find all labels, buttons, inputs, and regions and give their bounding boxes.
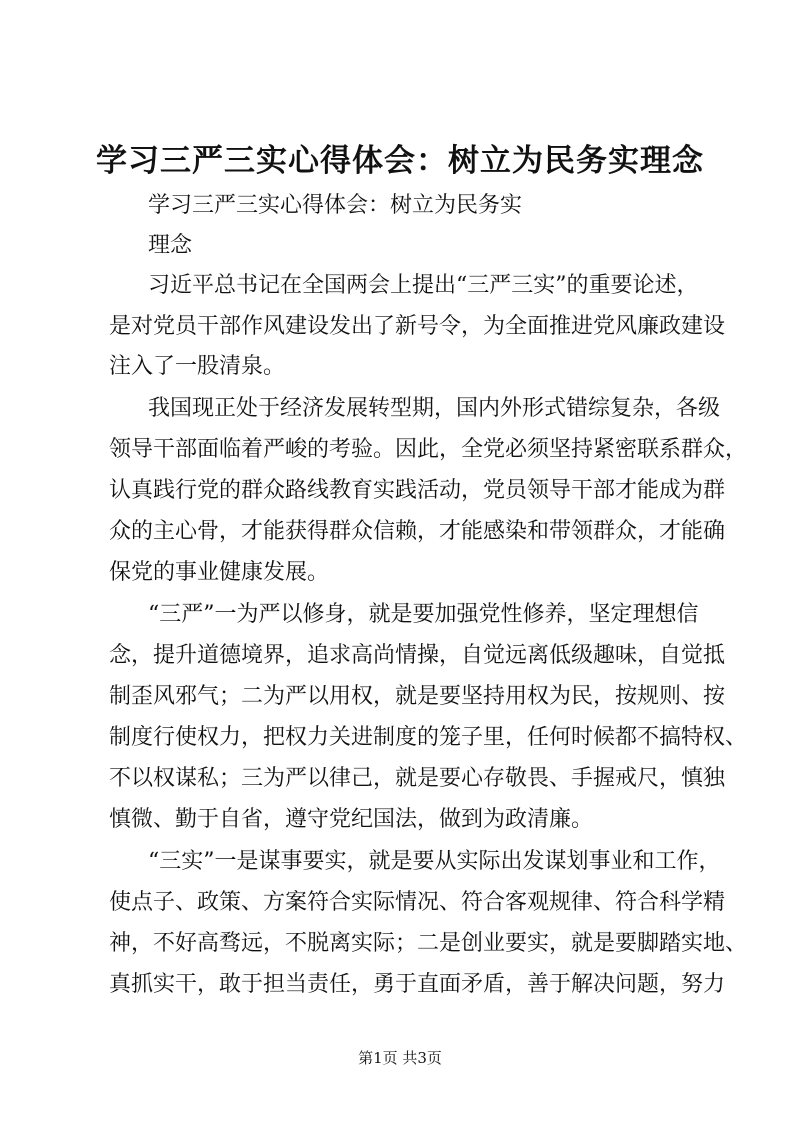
paragraph-line: 使点子、政策、方案符合实际情况、符合客观规律、符合科学精	[109, 890, 726, 915]
paragraph-line: 众的主心骨，才能获得群众信赖，才能感染和带领群众，才能确	[109, 519, 726, 544]
paragraph-line: 注入了一股清泉。	[109, 354, 286, 379]
paragraph-line: 制度行使权力，把权力关进制度的笼子里，任何时候都不搞特权、	[109, 725, 748, 750]
paragraph-line: 是对党员干部作风建设发出了新号令，为全面推进党风廉政建设	[109, 314, 726, 339]
paragraph-line: 慎微、勤于自省，遵守党纪国法，做到为政清廉。	[109, 807, 594, 832]
document-title: 学习三严三实心得体会：树立为民务实理念	[96, 143, 704, 179]
paragraph-line: 真抓实干，敢于担当责任，勇于直面矛盾，善于解决问题，努力	[109, 972, 726, 997]
paragraph-line: 神，不好高骛远，不脱离实际；二是创业要实，就是要脚踏实地、	[109, 931, 748, 956]
paragraph-line: 念，提升道德境界，追求高尚情操，自觉远离低级趣味，自觉抵	[109, 643, 726, 668]
paragraph-line: “三实”一是谋事要实，就是要从实际出发谋划事业和工作，	[148, 849, 721, 874]
subtitle-line: 理念	[148, 233, 193, 258]
paragraph-line: 保党的事业健康发展。	[109, 560, 330, 585]
paragraph-line: 认真践行党的群众路线教育实践活动，党员领导干部才能成为群	[109, 478, 726, 503]
paragraph-line: 习近平总书记在全国两会上提出“三严三实”的重要论述，	[148, 273, 699, 298]
paragraph-line: “三严”一为严以修身，就是要加强党性修养，坚定理想信	[148, 602, 699, 627]
paragraph-line: 不以权谋私；三为严以律己，就是要心存敬畏、手握戒尺，慎独	[109, 766, 726, 791]
page-number-footer: 第1页 共3页	[358, 1049, 442, 1067]
paragraph-line: 我国现正处于经济发展转型期，国内外形式错综复杂，各级	[148, 396, 721, 421]
subtitle-line: 学习三严三实心得体会：树立为民务实	[148, 193, 523, 218]
paragraph-line: 制歪风邪气；二为严以用权，就是要坚持用权为民，按规则、按	[109, 684, 726, 709]
paragraph-line: 领导干部面临着严峻的考验。因此，全党必须坚持紧密联系群众，	[109, 437, 748, 462]
